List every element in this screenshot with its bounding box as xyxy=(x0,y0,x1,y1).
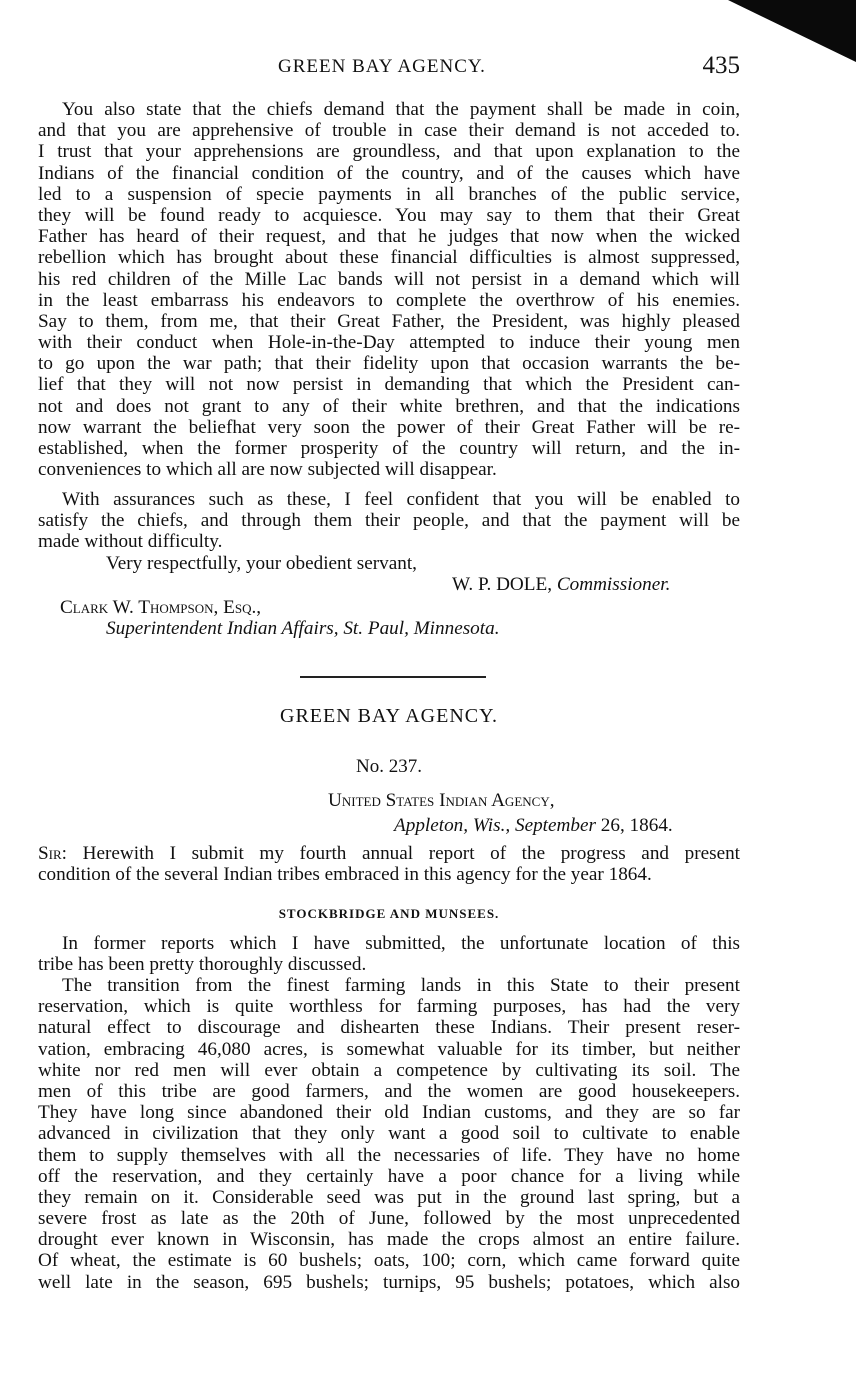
letter-closing: Very respectfully, your obedient servant, xyxy=(106,553,417,574)
text-line: Of wheat, the estimate is 60 bushels; oats, 100; corn, which came forward quite xyxy=(38,1250,740,1272)
text-line: Indians of the financial condition of the country, and of the causes which have xyxy=(38,162,740,184)
text-line: vation, embracing 46,080 acres, is somewhat valuable for its timber, but neither xyxy=(38,1038,740,1060)
letter-paragraph-2 xyxy=(38,489,740,553)
text-line: they remain on it. Considerable seed was put in the ground last spring, but a xyxy=(38,1186,740,1208)
text-line: severe frost as late as the 20th of June, followed by the most unprecedented xyxy=(38,1208,740,1230)
text-line: With assurances such as these, I feel confident that you will be enabled to xyxy=(62,489,740,510)
text-line: off the reservation, and they certainly have a poor chance for a living while xyxy=(38,1165,740,1187)
salutation: Sir: xyxy=(38,843,68,864)
text-line: now warrant the beliefhat very soon the power of their Great Father will be re- xyxy=(38,416,740,438)
signature-name: W. P. DOLE, xyxy=(452,574,553,595)
text-line: with their conduct when Hole-in-the-Day attempted to induce their young men xyxy=(38,332,740,354)
report-office: United States Indian Agency, xyxy=(328,790,555,811)
text-line: in the least embarrass his endeavors to complete the overthrow of his enemies. xyxy=(38,289,740,311)
text-line: They have long since abandoned their old Indian customs, and they are so far xyxy=(38,1102,740,1124)
page-number: 435 xyxy=(702,52,740,79)
text-line: they will be found ready to acquiesce. You may say to them that their Great xyxy=(38,204,740,226)
text-line: Father has heard of their request, and that he judges that now when the wicked xyxy=(38,226,740,248)
report-title: GREEN BAY AGENCY. xyxy=(280,705,498,727)
addressee-office: Superintendent Indian Affairs, St. Paul, Minnesota. xyxy=(106,618,500,639)
text-line: to go upon the war path; that their fidelity upon that occasion warrants the be- xyxy=(38,353,740,375)
text-line: established, when the former prosperity of the country will return, and the in- xyxy=(38,438,740,459)
report-paragraph-1 xyxy=(38,933,740,975)
signature xyxy=(452,574,670,596)
text-line: rebellion which has brought about these financial difficulties is almost suppressed, xyxy=(38,247,740,269)
report-dateline xyxy=(394,815,673,837)
text-line: led to a suspension of specie payments in all branches of the public service, xyxy=(38,183,740,205)
running-title: GREEN BAY AGENCY. xyxy=(278,56,486,77)
text-line: The transition from the finest farming lands in this State to their present xyxy=(62,975,740,996)
text-line: them to supply themselves with all the necessaries of life. They have no home xyxy=(38,1144,740,1166)
addressee-name: Clark W. Thompson, Esq., xyxy=(60,597,262,618)
text-line: condition of the several Indian tribes embraced in this agency for the year 1864. xyxy=(38,864,652,886)
text-line: satisfy the chiefs, and through them their people, and that the payment will be xyxy=(38,510,740,532)
text-line: not and does not grant to any of their white brethren, and that the indications xyxy=(38,395,740,417)
text-line: lief that they will not now persist in demanding that which the President can- xyxy=(38,374,740,396)
text-line: made without difficulty. xyxy=(38,531,223,553)
section-heading: STOCKBRIDGE AND MUNSEES. xyxy=(278,906,500,921)
text-line: white nor red men will ever obtain a competence by cultivating its soil. The xyxy=(38,1059,740,1081)
text-line: men of this tribe are good farmers, and the women are good housekeepers. xyxy=(38,1080,740,1102)
running-head xyxy=(38,52,740,82)
text-line: Say to them, from me, that their Great Father, the President, was highly pleased xyxy=(38,310,740,332)
signature-title: Commissioner. xyxy=(556,574,671,595)
text-line: reservation, which is quite worthless for farming purposes, has had the very xyxy=(38,996,740,1018)
text-line: In former reports which I have submitted, the unfortunate location of this xyxy=(62,933,740,954)
text-line: and that you are apprehensive of trouble in case their demand is not acceded to. xyxy=(38,120,740,142)
text-line: drought ever known in Wisconsin, has made the crops almost an entire failure. xyxy=(38,1229,740,1251)
text-line xyxy=(38,843,740,864)
intro-text: Herewith I submit my fourth annual report of the progress and present xyxy=(82,843,740,864)
text-line: tribe has been pretty thoroughly discussed. xyxy=(38,954,367,976)
letter-paragraph-1 xyxy=(38,99,740,480)
text-line: I trust that your apprehensions are groundless, and that upon explanation to the xyxy=(38,141,740,163)
report-paragraph-2 xyxy=(38,975,740,1293)
dateline-date: 26, 1864. xyxy=(600,815,673,836)
text-line: natural effect to discourage and dishearten these Indians. Their present reser- xyxy=(38,1017,740,1039)
text-line: conveniences to which all are now subjected will disappear. xyxy=(38,459,497,481)
document-number: No. 237. xyxy=(356,756,422,777)
text-line: You also state that the chiefs demand that the payment shall be made in coin, xyxy=(62,99,740,120)
text-line: advanced in civilization that they only want a good soil to cultivate to enable xyxy=(38,1123,740,1145)
text-line: his red children of the Mille Lac bands will not persist in a demand which will xyxy=(38,268,740,290)
text-line: well late in the season, 695 bushels; turnips, 95 bushels; potatoes, which also xyxy=(38,1271,740,1293)
page-corner-shadow xyxy=(728,0,856,62)
dateline-place: Appleton, Wis., September xyxy=(394,815,596,836)
section-divider xyxy=(300,676,486,678)
report-intro xyxy=(38,843,740,885)
